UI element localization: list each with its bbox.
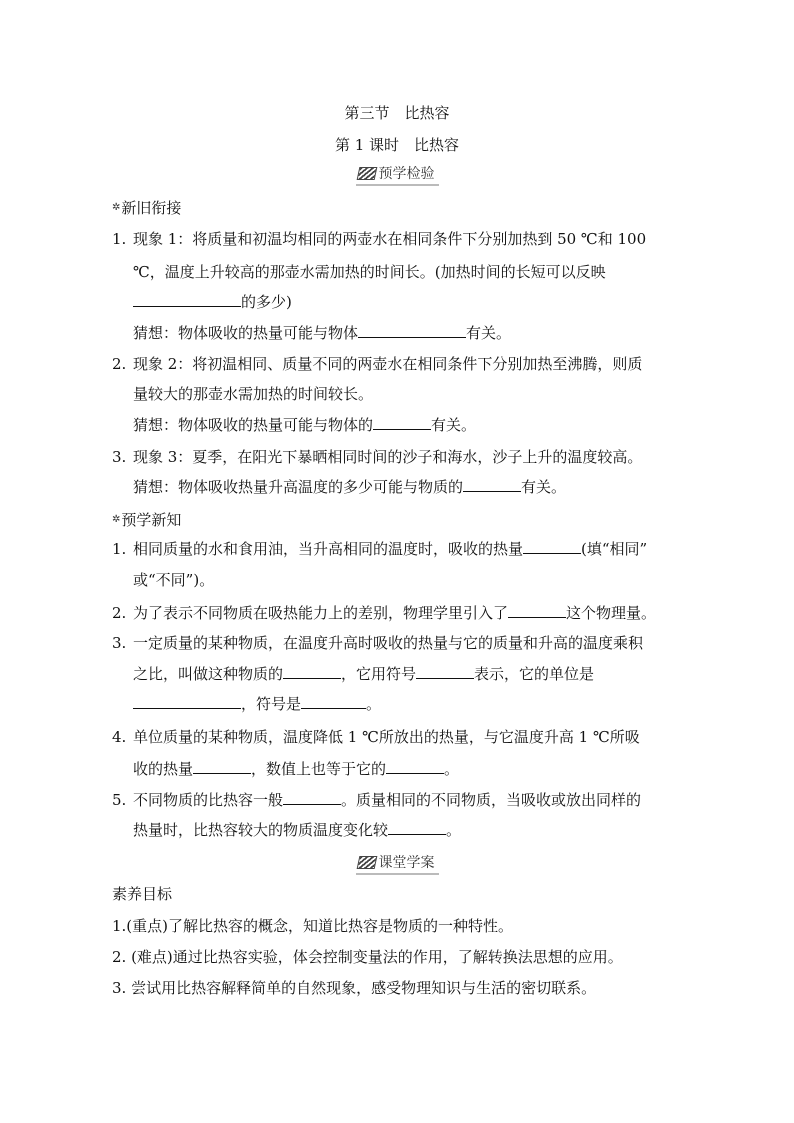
p4-number: 4. (112, 728, 127, 746)
p2-blank[interactable] (508, 603, 566, 618)
p5-text-c: 热量时，比热容较大的物质温度变化较 (133, 821, 389, 839)
p3-line3 (133, 694, 381, 714)
page-subtitle: 第 1 课时 比热容 (334, 136, 460, 154)
p3-line2 (133, 664, 594, 684)
p5-line1 (112, 790, 641, 810)
bullet-icon: ✲ (112, 514, 121, 525)
p5-number: 5. (112, 791, 127, 809)
p4-text-b: 收的热量 (133, 760, 194, 778)
q1-blank-1[interactable] (133, 292, 241, 307)
q2-number: 2. (112, 355, 127, 373)
p5-text-d: 。 (446, 821, 462, 839)
q1-number: 1. (112, 230, 127, 248)
q3-number: 3. (112, 448, 127, 466)
p4-line1 (112, 727, 640, 747)
p5-blank-2[interactable] (388, 820, 446, 835)
p3-blank-2[interactable] (416, 664, 474, 679)
page-title: 第三节 比热容 (344, 104, 450, 122)
flag-icon (356, 856, 377, 869)
p2-number: 2. (112, 604, 127, 622)
goals-title: 素养目标 (112, 885, 173, 903)
preview-banner-label: 预学检验 (378, 166, 435, 182)
p5-line2 (133, 820, 461, 840)
q1-text-1: 现象 1：将质量和初温均相同的两壶水在相同条件下分别加热到 50 ℃和 100 (133, 230, 647, 248)
p3-line1 (112, 633, 643, 653)
section-heading-preview (112, 509, 181, 530)
goal-1: 1.(重点)了解比热容的概念，知道比热容是物质的一种特性。 (112, 917, 514, 935)
p4-blank-1[interactable] (193, 759, 251, 774)
p3-text-c: ，它用符号 (341, 665, 417, 683)
flag-icon (356, 167, 377, 180)
p2-text-b: 这个物理量。 (566, 604, 657, 622)
q2-blank[interactable] (373, 415, 431, 430)
p1-text-b: (填“相同” (581, 540, 648, 558)
p1-line2: 或“不同”)。 (133, 571, 215, 589)
q1-line3 (133, 292, 292, 312)
p4-blank-2[interactable] (386, 759, 444, 774)
q2-text-1: 现象 2：将初温相同、质量不同的两壶水在相同条件下分别加热至沸腾，则质 (133, 355, 643, 373)
p5-text-b: 。质量相同的不同物质，当吸收或放出同样的 (341, 791, 642, 809)
p1-blank[interactable] (523, 539, 581, 554)
goal-3: 3. 尝试用比热容解释简单的自然现象，感受物理知识与生活的密切联系。 (112, 979, 597, 997)
p3-blank-1[interactable] (283, 664, 341, 679)
p3-text-b: 之比，叫做这种物质的 (133, 665, 284, 683)
preview-banner (0, 163, 794, 186)
goal-2: 2. (难点)通过比热容实验，体会控制变量法的作用，了解转换法思想的应用。 (112, 948, 623, 966)
q3-guess (133, 477, 566, 497)
q2-guess-post: 有关。 (431, 416, 477, 434)
q2-guess-pre: 猜想：物体吸收的热量可能与物体的 (133, 416, 374, 434)
p3-text-f: 。 (366, 695, 382, 713)
bullet-icon: ✲ (112, 202, 121, 213)
q1-guess (133, 323, 511, 343)
p1-text-a: 相同质量的水和食用油，当升高相同的温度时，吸收的热量 (133, 540, 524, 558)
p4-text-d: 。 (444, 760, 460, 778)
q1-line1 (112, 229, 646, 249)
q3-text-1: 现象 3：夏季，在阳光下暴晒相同时间的沙子和海水，沙子上升的温度较高。 (133, 448, 643, 466)
q3-line1 (112, 447, 642, 467)
p4-text-c: ，数值上也等于它的 (251, 760, 387, 778)
p2-line1 (112, 603, 656, 623)
p3-text-e: ，符号是 (241, 695, 302, 713)
section-heading-preview-text: 预学新知 (121, 511, 182, 529)
p2-text-a: 为了表示不同物质在吸热能力上的差别，物理学里引入了 (133, 604, 509, 622)
p3-text-a: 一定质量的某种物质，在温度升高时吸收的热量与它的质量和升高的温度乘积 (133, 634, 644, 652)
p3-blank-4[interactable] (301, 694, 366, 709)
q2-line2: 量较大的那壶水需加热的时间较长。 (133, 385, 374, 403)
q2-guess (133, 415, 476, 435)
classroom-banner (0, 852, 794, 875)
p5-text-a: 不同物质的比热容一般 (133, 791, 284, 809)
q3-blank[interactable] (463, 477, 521, 492)
q1-guess-pre: 猜想：物体吸收的热量可能与物体 (133, 324, 359, 342)
section-heading-review (112, 197, 181, 218)
p5-blank-1[interactable] (283, 790, 341, 805)
p3-text-d: 表示，它的单位是 (474, 665, 595, 683)
section-heading-review-text: 新旧衔接 (121, 199, 182, 217)
q1-line2: ℃，温度上升较高的那壶水需加热的时间长。(加热时间的长短可以反映 (133, 263, 606, 281)
p4-text-a: 单位质量的某种物质，温度降低 1 ℃所放出的热量，与它温度升高 1 ℃所吸 (133, 728, 640, 746)
p3-blank-3[interactable] (133, 694, 241, 709)
p1-line1 (112, 539, 647, 559)
q1-blank-2[interactable] (358, 323, 466, 338)
q2-line1 (112, 354, 642, 374)
p3-number: 3. (112, 634, 127, 652)
p1-number: 1. (112, 540, 127, 558)
q3-guess-post: 有关。 (521, 478, 567, 496)
p4-line2 (133, 759, 459, 779)
q3-guess-pre: 猜想：物体吸收热量升高温度的多少可能与物质的 (133, 478, 464, 496)
q1-guess-post: 有关。 (466, 324, 512, 342)
q1-text-3: 的多少) (241, 293, 292, 311)
classroom-banner-label: 课堂学案 (378, 855, 435, 871)
